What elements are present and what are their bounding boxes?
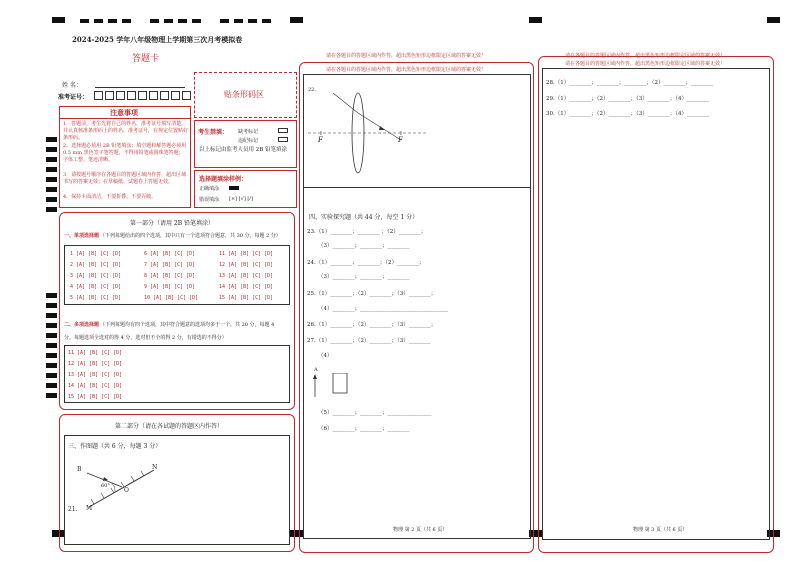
answer-line[interactable]: 23.（1）________；________ ；（2）________； — [307, 229, 427, 235]
timing-mark — [80, 19, 89, 23]
focal-label-right: F — [398, 136, 403, 144]
answer-line[interactable]: （6）________；________；________ — [318, 426, 410, 432]
answer-card-title: 答题卡 — [132, 54, 160, 64]
timing-mark — [529, 17, 542, 23]
timing-mark — [178, 19, 187, 23]
part1-title: 第一部分（请用 2B 铅笔填涂） — [130, 220, 215, 227]
choice-row[interactable]: 12 [A] [B] [C] [D] — [68, 361, 123, 367]
wrong-fill-marks: [×] [√] [/] — [229, 196, 253, 202]
choice-row[interactable]: 12 [A] [B] [C] [D] — [219, 262, 274, 268]
exam-flag-label: 考生禁填： — [198, 129, 229, 136]
fill-sample-title: 选择题填涂样例： — [199, 176, 248, 183]
ray-arrow — [379, 126, 385, 130]
choice-row[interactable]: 2 [A] [B] [C] [D] — [70, 262, 122, 268]
absent-label: 缺考标记 — [238, 129, 259, 135]
label-b: B — [77, 466, 82, 473]
exam-flag-note: 以上标记由监考人员用 2B 铅笔填涂 — [199, 147, 288, 153]
focal-label-left: F — [318, 136, 323, 144]
timing-mark — [220, 19, 229, 23]
choice-row[interactable]: 5 [A] [B] [C] [D] — [70, 295, 122, 301]
mirror-diagram — [64, 435, 290, 545]
light-ray — [358, 113, 401, 140]
timing-mark — [108, 19, 117, 23]
lens-diagram — [303, 88, 531, 188]
choice-row[interactable]: 3 [A] [B] [C] [D] — [70, 273, 122, 279]
choice-row[interactable]: 14 [A] [B] [C] [D] — [68, 383, 123, 389]
answer-line[interactable]: 24.（1）________；________；（2）________； — [307, 260, 425, 266]
part2-title: 第二部分（请在各试题的答题区内作答） — [115, 423, 224, 430]
choice-row[interactable]: 13 [A] [B] [C] [D] — [219, 273, 274, 279]
choice-row[interactable]: 7 [A] [B] [C] [D] — [144, 262, 196, 268]
exam-title: 2024-2025 学年八年级物理上学期第三次月考模拟卷 — [72, 35, 243, 44]
timing-mark — [122, 19, 131, 23]
section-divider — [303, 187, 531, 188]
answer-line: （4） — [318, 353, 333, 359]
mirror-hatch — [131, 476, 134, 481]
timing-mark — [767, 17, 780, 23]
drawing-section-head: 三、作图题（共 6 分，每题 3 分） — [68, 443, 162, 450]
choice-row[interactable]: 4 [A] [B] [C] [D] — [70, 284, 122, 290]
choice-row[interactable]: 15 [A] [B] [C] [D] — [219, 295, 274, 301]
label-m: M — [86, 505, 93, 512]
label-a: A — [314, 367, 318, 373]
choice-row[interactable]: 14 [A] [B] [C] [D] — [219, 284, 274, 290]
answer-line[interactable]: （3）________；________；________ — [318, 274, 410, 280]
answer-line[interactable]: 27.（1）________；（2）________；（3）________ — [307, 338, 431, 344]
mirror-hatch — [91, 499, 94, 504]
angle-label: 60° — [101, 483, 110, 489]
choice-row[interactable]: 11 [A] [B] [C] [D] — [219, 251, 274, 257]
timing-mark — [94, 19, 103, 23]
notice-item: 2．选择题必须用 2B 铅笔填涂；填空题和解答题必须用 0.5 mm 黑色签字笔答题，不得用铅笔或圆珠笔答题；字体工整、笔迹清晰。 — [63, 143, 187, 163]
page3-top-warning: 请在各题目的答题区域内作答，超出黑色矩形边框限定区域的答案无效！ — [565, 53, 726, 59]
choice-row[interactable]: 1 [A] [B] [C] [D] — [70, 251, 122, 257]
multi-choice-desc: （下列每题均有四个选项，其中符合题意的选项均多于一个。共 20 分，每题 4 — [100, 322, 275, 328]
notice-item: 4．保持卡面清洁，不要折叠、不要弄破。 — [63, 194, 157, 200]
mirror-hatch — [101, 493, 104, 498]
single-choice-head: 一、单项选择题 — [64, 233, 100, 239]
timing-mark — [290, 17, 303, 23]
timing-mark — [150, 19, 159, 23]
violation-label: 违纪标记 — [238, 138, 259, 144]
answer-line[interactable]: 30.（1）________；（2）________；（3）________；（4）________ — [546, 111, 709, 117]
correct-fill-label: 正确填涂 — [199, 186, 220, 192]
name-label: 姓 名： — [62, 82, 82, 89]
timing-mark — [164, 19, 173, 23]
choice-row[interactable]: 6 [A] [B] [C] [D] — [144, 251, 196, 257]
choice-row[interactable]: 9 [A] [B] [C] [D] — [144, 284, 196, 290]
answer-line[interactable]: （5）________；________；________________ — [318, 410, 432, 416]
timing-mark — [234, 19, 243, 23]
page2-inner-warning: 请在各题目的答题区域内作答，超出黑色矩形边框限定区域的答案无效！ — [326, 67, 487, 73]
mirror-line — [89, 470, 154, 507]
multi-choice-desc: 分。每题选项全选对的得 4 分，选对但不全的得 2 分，有错选的不得分） — [64, 335, 227, 341]
timing-mark — [248, 19, 257, 23]
answer-line[interactable]: 26.（1）________；（2）________；（3）________； — [307, 322, 437, 328]
wrong-fill-label: 错误填涂 — [199, 197, 220, 203]
page3-answer-area — [542, 68, 770, 540]
choice-row[interactable]: 15 [A] [B] [C] [D] — [68, 394, 123, 400]
notice-title: 注意事项 — [110, 108, 138, 117]
barcode-label: 贴条形码区 — [224, 90, 264, 99]
notice-item: 3．请按题号顺序在各题目的答题区域内作答，超出区域书写的答案无效；在草稿纸、试题卷上答题无效。 — [63, 172, 187, 185]
ray-arrow — [103, 477, 108, 481]
answer-line[interactable]: （4）________；________________________________ — [318, 306, 448, 312]
label-o: O — [124, 487, 129, 494]
name-field[interactable] — [95, 87, 185, 88]
answer-line[interactable]: 29.（1）________；（2）________；（3）________；（4）________ — [546, 96, 709, 102]
mirror-hatch — [141, 471, 144, 476]
force-diagram — [310, 373, 355, 401]
label-n: N — [152, 464, 158, 471]
mirror-hatch — [111, 488, 114, 493]
exam-id-label: 准考证号： — [58, 94, 89, 101]
absent-checkbox[interactable] — [278, 128, 288, 133]
page3-inner-warning: 请在各题目的答题区域内作答，超出黑色矩形边框限定区域的答案无效！ — [565, 61, 726, 67]
answer-line[interactable]: （3）________；________；________ — [318, 243, 410, 249]
choice-row[interactable]: 8 [A] [B] [C] [D] — [144, 273, 196, 279]
timing-mark — [192, 19, 201, 23]
choice-row[interactable]: 11 [A] [B] [C] [D] — [68, 350, 123, 356]
question-22-label: 22. — [308, 87, 316, 93]
page3-footer: 物理 第 3 页（共 6 页） — [633, 527, 688, 533]
timing-mark — [52, 17, 65, 23]
multi-choice-head: 二、多项选择题 — [64, 322, 100, 328]
violation-checkbox[interactable] — [278, 137, 288, 142]
question-21-label: 21. — [68, 506, 78, 513]
choice-row[interactable]: 10 [A] [B] [C] [D] — [144, 295, 199, 301]
answer-line[interactable]: 25.（1）________；（2）________；（3）________； — [307, 291, 437, 297]
answer-line[interactable]: 28.（1）________；________；________；（2）________；________ — [546, 80, 713, 86]
page2-footer: 物理 第 2 页（共 6 页） — [393, 527, 448, 533]
notice-item: 1．答题前，考生先将自己的姓名，准考证号填写清楚，并认真核准条形码上的姓名、准考证号，在规定位置贴好条形码。 — [63, 121, 189, 141]
timing-mark — [262, 19, 271, 23]
experiment-section-head: 四、实验探究题（共 44 分，每空 1 分） — [309, 214, 419, 221]
choice-row[interactable]: 13 [A] [B] [C] [D] — [68, 372, 123, 378]
single-choice-desc: （下列每题给出的四个选项，其中只有一个选项符合题意，共 30 分，每题 2 分） — [100, 233, 281, 239]
correct-fill-mark — [229, 186, 239, 190]
page2-top-warning: 请在各题目的答题区域内作答，超出黑色矩形边框限定区域的答案无效！ — [326, 53, 487, 59]
